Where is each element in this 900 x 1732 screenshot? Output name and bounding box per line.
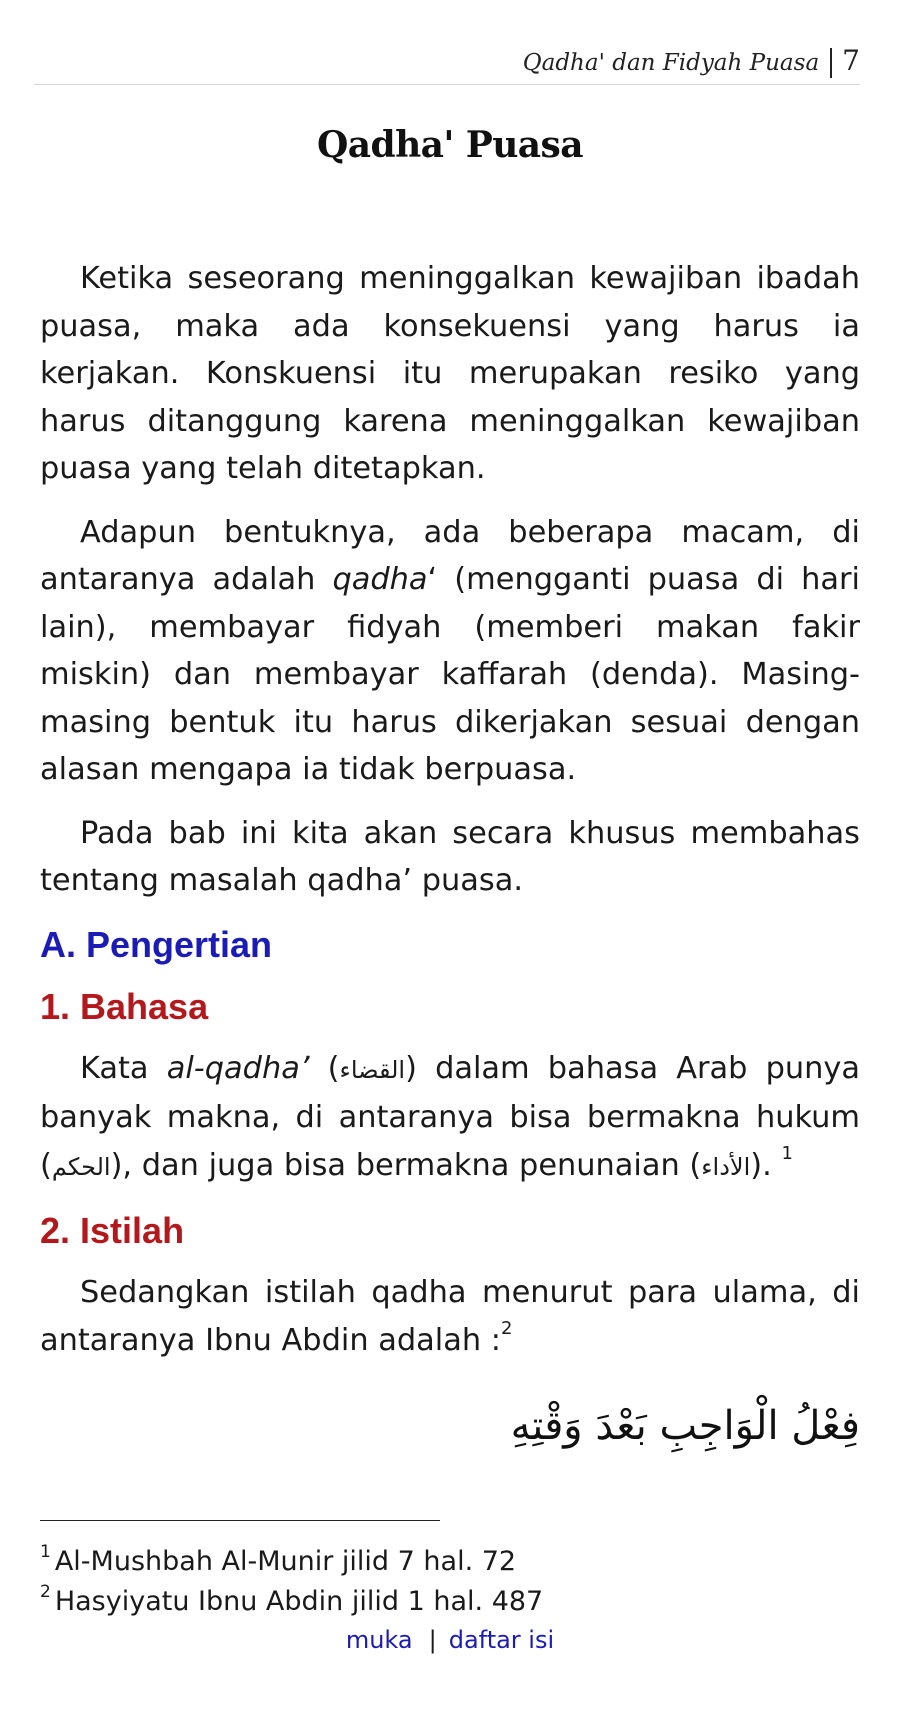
footnote-2-number: 2 <box>40 1582 51 1602</box>
footnote-1 <box>40 1542 860 1582</box>
paragraph-istilah <box>40 1269 860 1364</box>
paragraph-forms-text-2: ‘ (mengganti puasa di hari lain), membayar fidyah (memberi makan fakir miskin) dan membayar kaffarah (denda). Masing-masing bentuk itu harus dikerjakan sesuai dengan alasan mengapa ia tidak berpuasa. <box>40 562 860 787</box>
subsection-heading-istilah: 2. Istilah <box>40 1210 185 1251</box>
istilah-text: Sedangkan istilah qadha menurut para ulama, di antaranya Ibnu Abdin adalah : <box>40 1275 860 1358</box>
footnote-2 <box>40 1582 860 1622</box>
main-content <box>40 255 860 1458</box>
term-qadha: qadha <box>332 562 428 597</box>
page-title: Qadha' Puasa <box>317 124 583 166</box>
table-of-contents-link[interactable]: daftar isi <box>448 1626 555 1654</box>
footnote-1-text: Al-Mushbah Al-Munir jilid 7 hal. 72 <box>54 1546 517 1577</box>
footnote-1-number: 1 <box>40 1542 51 1562</box>
arabic-word-ada: الأداء <box>701 1152 751 1181</box>
bahasa-text-5: ). <box>750 1147 782 1183</box>
subsection-heading-bahasa: 1. Bahasa <box>40 985 209 1027</box>
paragraph-intro: Ketika seseorang meninggalkan kewajiban ibadah puasa, maka ada konsekuensi yang harus ia kerjakan. Konskuensi itu merupakan resiko yang harus ditanggung karena meninggalkan kewajiban puasa yang telah ditetapkan. <box>40 261 860 486</box>
arabic-definition-quote: فِعْلُ الْوَاجِبِ بَعْدَ وَقْتِهِ <box>510 1403 860 1449</box>
bahasa-text-4: ), dan juga bisa bermakna penunaian ( <box>110 1147 702 1183</box>
arabic-word-qadha: القضاء <box>339 1055 406 1084</box>
paragraph-forms-text-1: Adapun bentuknya, ada beberapa macam, di antaranya adalah <box>40 514 860 597</box>
footnote-2-text: Hasyiyatu Ibnu Abdin jilid 1 hal. 487 <box>54 1586 544 1617</box>
bahasa-text-2: ( <box>309 1050 340 1086</box>
footnote-divider <box>40 1520 440 1521</box>
running-header <box>34 40 860 85</box>
bahasa-text-1: Kata <box>80 1050 167 1086</box>
term-al-qadha: al-qadha’ <box>166 1050 310 1086</box>
paragraph-chapter-scope: Pada bab ini kita akan secara khusus membahas tentang masalah qadha’ puasa. <box>40 815 860 898</box>
footnotes <box>40 1542 860 1622</box>
section-heading-pengertian: A. Pengertian <box>40 923 273 965</box>
home-link[interactable]: muka <box>345 1626 413 1654</box>
paragraph-bahasa <box>40 1045 860 1192</box>
bahasa-text-3: ) dalam bahasa Arab punya banyak makna, di antaranya bisa bermakna hukum ( <box>40 1050 860 1183</box>
footnote-ref-1[interactable]: 1 <box>781 1143 793 1165</box>
nav-separator: | <box>428 1626 437 1654</box>
footnote-ref-2[interactable]: 2 <box>501 1318 513 1340</box>
paragraph-forms <box>40 509 860 794</box>
page-navigation <box>0 1624 900 1656</box>
arabic-word-hukm: الحكم <box>51 1152 111 1181</box>
page-number: 7 <box>842 44 860 77</box>
running-title: Qadha' dan Fidyah Puasa <box>522 50 820 76</box>
